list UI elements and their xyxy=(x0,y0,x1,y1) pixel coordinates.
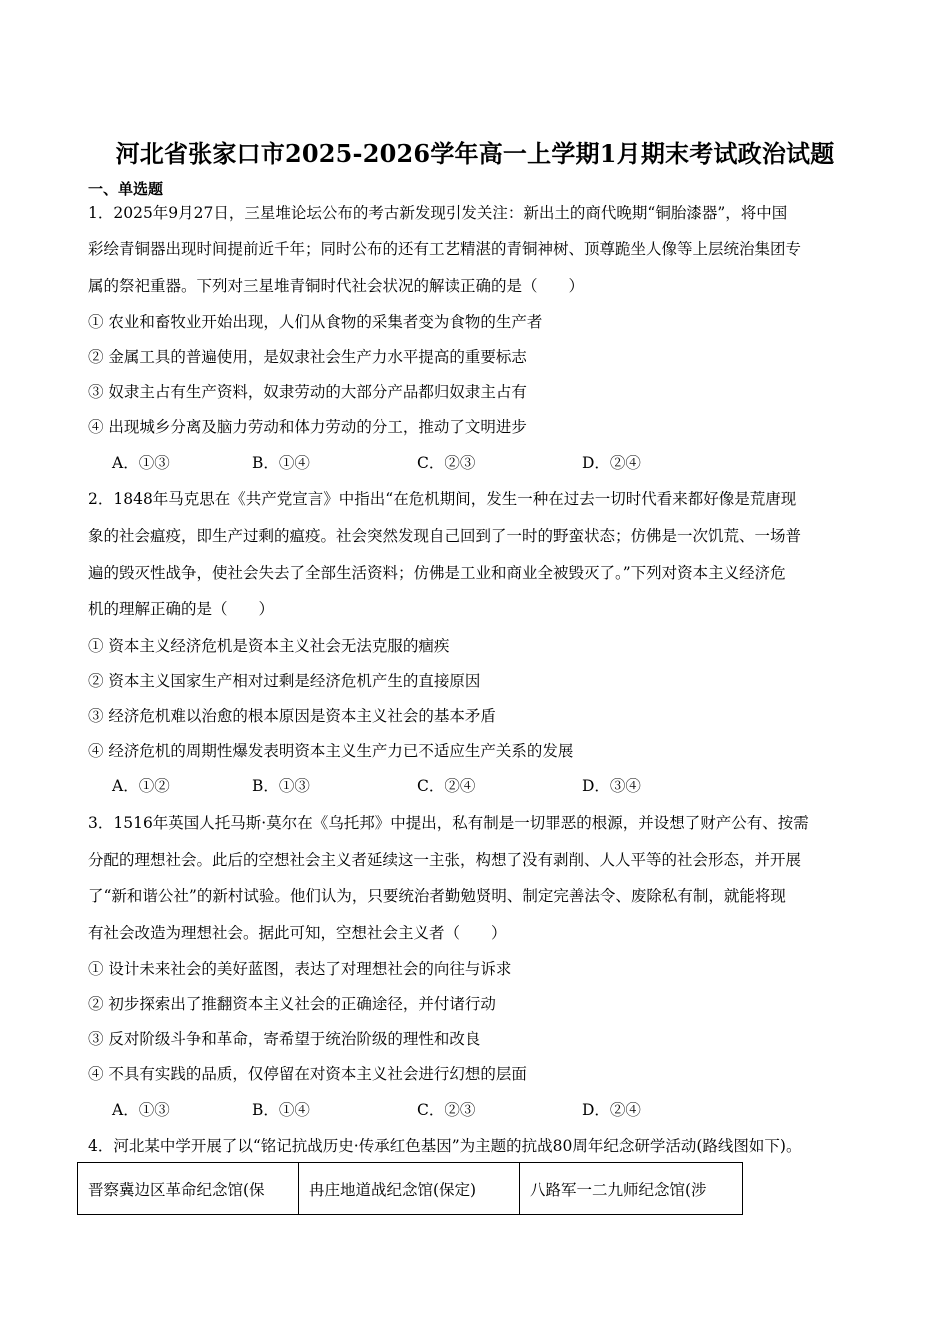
q2-option-a[interactable]: A．①② xyxy=(112,777,170,795)
q3-stem-line-2: 分配的理想社会。此后的空想社会主义者延续这一主张，构想了没有剥削、人人平等的社会形态，并开展 xyxy=(88,851,802,869)
q4-stem-line-1: 4．河北某中学开展了以“铭记抗战历史·传承红色基因”为主题的抗战80周年纪念研学活动(路线图如下)。 xyxy=(88,1137,802,1155)
q3-statement-3: ③ 反对阶级斗争和革命，寄希望于统治阶级的理性和改良 xyxy=(88,1030,481,1048)
q2-option-b[interactable]: B．①③ xyxy=(252,777,310,795)
q2-options xyxy=(112,776,812,796)
table-row xyxy=(78,1163,743,1215)
q1-statement-1: ① 农业和畜牧业开始出现，人们从食物的采集者变为食物的生产者 xyxy=(88,313,543,331)
page-title: 河北省张家口市2025-2026学年高一上学期1月期末考试政治试题 xyxy=(115,139,835,168)
q3-statement-2: ② 初步探索出了推翻资本主义社会的正确途径，并付诸行动 xyxy=(88,995,496,1013)
q3-option-d[interactable]: D．②④ xyxy=(582,1101,641,1119)
q3-stem-line-3: 了“新和谐公社”的新村试验。他们认为，只要统治者勤勉贤明、制定完善法令、废除私有制，就能将现 xyxy=(88,887,786,905)
q3-statement-4: ④ 不具有实践的品质，仅停留在对资本主义社会进行幻想的层面 xyxy=(88,1065,527,1083)
q2-statement-3: ③ 经济危机难以治愈的根本原因是资本主义社会的基本矛盾 xyxy=(88,707,496,725)
q2-stem-line-2: 象的社会瘟疫，即生产过剩的瘟疫。社会突然发现自己回到了一时的野蛮状态；仿佛是一次饥荒、一场普 xyxy=(88,527,802,545)
q3-statement-1: ① 设计未来社会的美好蓝图，表达了对理想社会的向往与诉求 xyxy=(88,960,512,978)
q2-stem-line-4: 机的理解正确的是（ ） xyxy=(88,600,275,618)
q2-statement-1: ① 资本主义经济危机是资本主义社会无法克服的痼疾 xyxy=(88,637,450,655)
q2-stem-line-3: 遍的毁灭性战争，使社会失去了全部生活资料；仿佛是工业和商业全被毁灭了。”下列对资本主义经济危 xyxy=(88,564,786,582)
q1-statement-4: ④ 出现城乡分离及脑力劳动和体力劳动的分工，推动了文明进步 xyxy=(88,418,527,436)
route-cell-1: 晋察冀边区革命纪念馆(保 xyxy=(78,1163,299,1215)
route-cell-3: 八路军一二九师纪念馆(涉 xyxy=(520,1163,743,1215)
q3-option-a[interactable]: A．①③ xyxy=(112,1101,170,1119)
section-heading: 一、单选题 xyxy=(88,180,164,198)
q3-stem-line-4: 有社会改造为理想社会。据此可知，空想社会主义者（ ） xyxy=(88,924,507,942)
q1-option-d[interactable]: D．②④ xyxy=(582,454,641,472)
q2-option-c[interactable]: C．②④ xyxy=(417,777,476,795)
route-cell-2: 冉庄地道战纪念馆(保定) xyxy=(299,1163,520,1215)
q1-option-c[interactable]: C．②③ xyxy=(417,454,476,472)
q2-statement-4: ④ 经济危机的周期性爆发表明资本主义生产力已不适应生产关系的发展 xyxy=(88,742,574,760)
q1-options xyxy=(112,453,812,473)
q1-stem-line-1: 1．2025年9月27日，三星堆论坛公布的考古新发现引发关注：新出土的商代晚期“铜胎漆器”，将中国 xyxy=(88,204,788,222)
q2-option-d[interactable]: D．③④ xyxy=(582,777,641,795)
q1-option-a[interactable]: A．①③ xyxy=(112,454,170,472)
q1-option-b[interactable]: B．①④ xyxy=(252,454,310,472)
q3-options xyxy=(112,1100,812,1120)
q3-option-b[interactable]: B．①④ xyxy=(252,1101,310,1119)
q1-statement-3: ③ 奴隶主占有生产资料，奴隶劳动的大部分产品都归奴隶主占有 xyxy=(88,383,527,401)
q2-stem-line-1: 2．1848年马克思在《共产党宣言》中指出“在危机期间，发生一种在过去一切时代看来都好像是荒唐现 xyxy=(88,490,797,508)
q3-stem-line-1: 3．1516年英国人托马斯·莫尔在《乌托邦》中提出，私有制是一切罪恶的根源，并设想了财产公有、按需 xyxy=(88,814,809,832)
q1-statement-2: ② 金属工具的普遍使用，是奴隶社会生产力水平提高的重要标志 xyxy=(88,348,527,366)
q2-statement-2: ② 资本主义国家生产相对过剩是经济危机产生的直接原因 xyxy=(88,672,481,690)
route-table xyxy=(77,1162,743,1215)
q3-option-c[interactable]: C．②③ xyxy=(417,1101,476,1119)
q1-stem-line-2: 彩绘青铜器出现时间提前近千年；同时公布的还有工艺精湛的青铜神树、顶尊跪坐人像等上层统治集团专 xyxy=(88,240,802,258)
q1-stem-line-3: 属的祭祀重器。下列对三星堆青铜时代社会状况的解读正确的是（ ） xyxy=(88,277,585,295)
